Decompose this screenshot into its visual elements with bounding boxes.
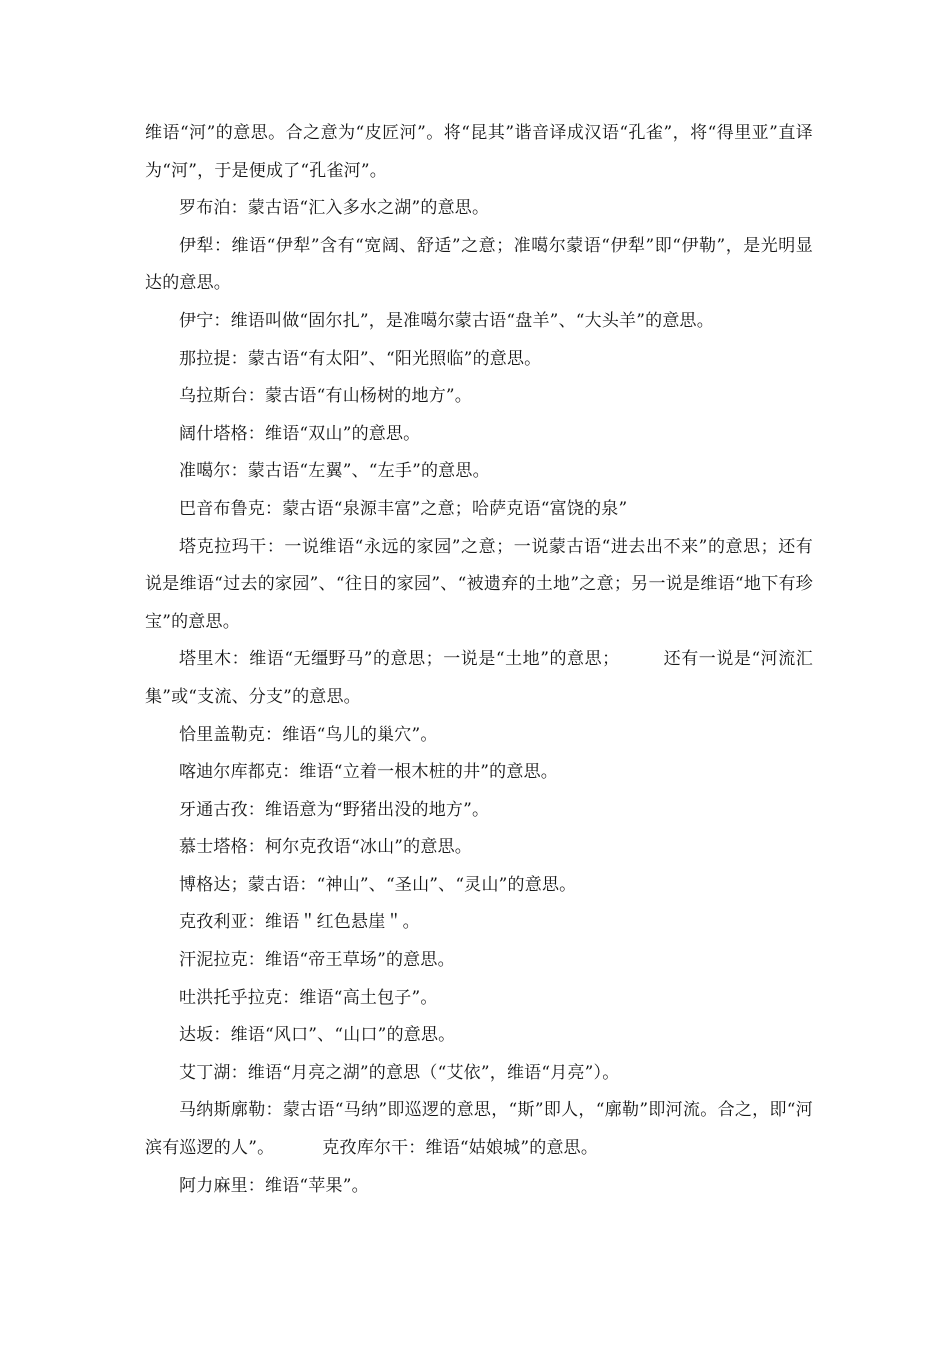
paragraph-tuhongtuohulake: 吐洪托乎拉克：维语“高土包子”。: [179, 987, 438, 1008]
paragraph-junggar: 准噶尔：蒙古语“左翼”、“左手”的意思。: [179, 461, 490, 482]
paragraph-almalik: 阿力麻里：维语“苹果”。: [179, 1175, 369, 1196]
paragraph-daban: 达坂：维语“风口”、“山口”的意思。: [179, 1025, 456, 1046]
paragraph-lop-nur: 罗布泊：蒙古语“汇入多水之湖”的意思。: [179, 198, 490, 219]
paragraph-nalati: 那拉提：蒙古语“有太阳”、“阳光照临”的意思。: [179, 348, 542, 369]
paragraph-qialigailek: 恰里盖勒克：维语“鸟儿的巢穴”。: [179, 724, 438, 745]
paragraph-tarim-part-1: 塔里木：维语“无缰野马”的意思；一说是“土地”的意思；: [179, 649, 620, 670]
paragraph-bayinbuluke: 巴音布鲁克：蒙古语“泉源丰富”之意；哈萨克语“富饶的泉”: [179, 498, 628, 519]
paragraph-tarim: [145, 641, 813, 716]
paragraph-muztagh: 慕士塔格：柯尔克孜语“冰山”的意思。: [179, 837, 472, 858]
document-body: [145, 115, 813, 1205]
paragraph-kongque-river: 维语“河”的意思。合之意为“皮匠河”。将“昆其”谐音译成汉语“孔雀”，将“得里亚”直译为“河”，于是便成了“孔雀河”。: [145, 123, 813, 181]
paragraph-aydingkol: 艾丁湖：维语“月亮之湖”的意思（“艾依”，维语“月亮”）。: [179, 1062, 620, 1083]
paragraph-kezikuergan: 克孜库尔干：维语“姑娘城”的意思。: [322, 1138, 599, 1159]
paragraph-tarim-part-2: 还有一说是“河流汇集”或“支流、分支”的意思。: [145, 649, 813, 707]
paragraph-taklamakan: 塔克拉玛干：一说维语“永远的家园”之意；一说蒙古语“进去出不来”的意思；还有说是维语“过去的家园”、“往日的家园”、“被遗弃的土地”之意；另一说是维语“地下有珍宝”的意思。: [145, 536, 813, 632]
paragraph-kezileya: 克孜利亚：维语＂红色悬崖＂。: [179, 912, 420, 933]
paragraph-yining: 伊宁：维语叫做“固尔扎”，是准噶尔蒙古语“盘羊”、“大头羊”的意思。: [179, 310, 714, 331]
paragraph-manasi-kuole: [145, 1092, 813, 1167]
paragraph-hannilake: 汗泥拉克：维语“帝王草场”的意思。: [179, 950, 455, 971]
paragraph-yatonggusi: 牙通古孜：维语意为“野猪出没的地方”。: [179, 799, 490, 820]
paragraph-kadierkuduke: 喀迪尔库都克：维语“立着一根木桩的井”的意思。: [179, 762, 558, 783]
paragraph-wulasitai: 乌拉斯台：蒙古语“有山杨树的地方”。: [179, 386, 472, 407]
paragraph-ili: 伊犁：维语“伊犁”含有“宽阔、舒适”之意；准噶尔蒙语“伊犁”即“伊勒”，是光明显达的意思。: [145, 235, 813, 294]
paragraph-bogda: 博格达；蒙古语：“神山”、“圣山”、“灵山”的意思。: [179, 874, 577, 895]
paragraph-kuoshitage: 阔什塔格：维语“双山”的意思。: [179, 423, 421, 444]
paragraph-manasi-part-1: 马纳斯廓勒：蒙古语“马纳”即巡逻的意思，“斯”即人，“廓勒”即河流。合之，即“河滨有巡逻的人”。: [145, 1100, 813, 1159]
